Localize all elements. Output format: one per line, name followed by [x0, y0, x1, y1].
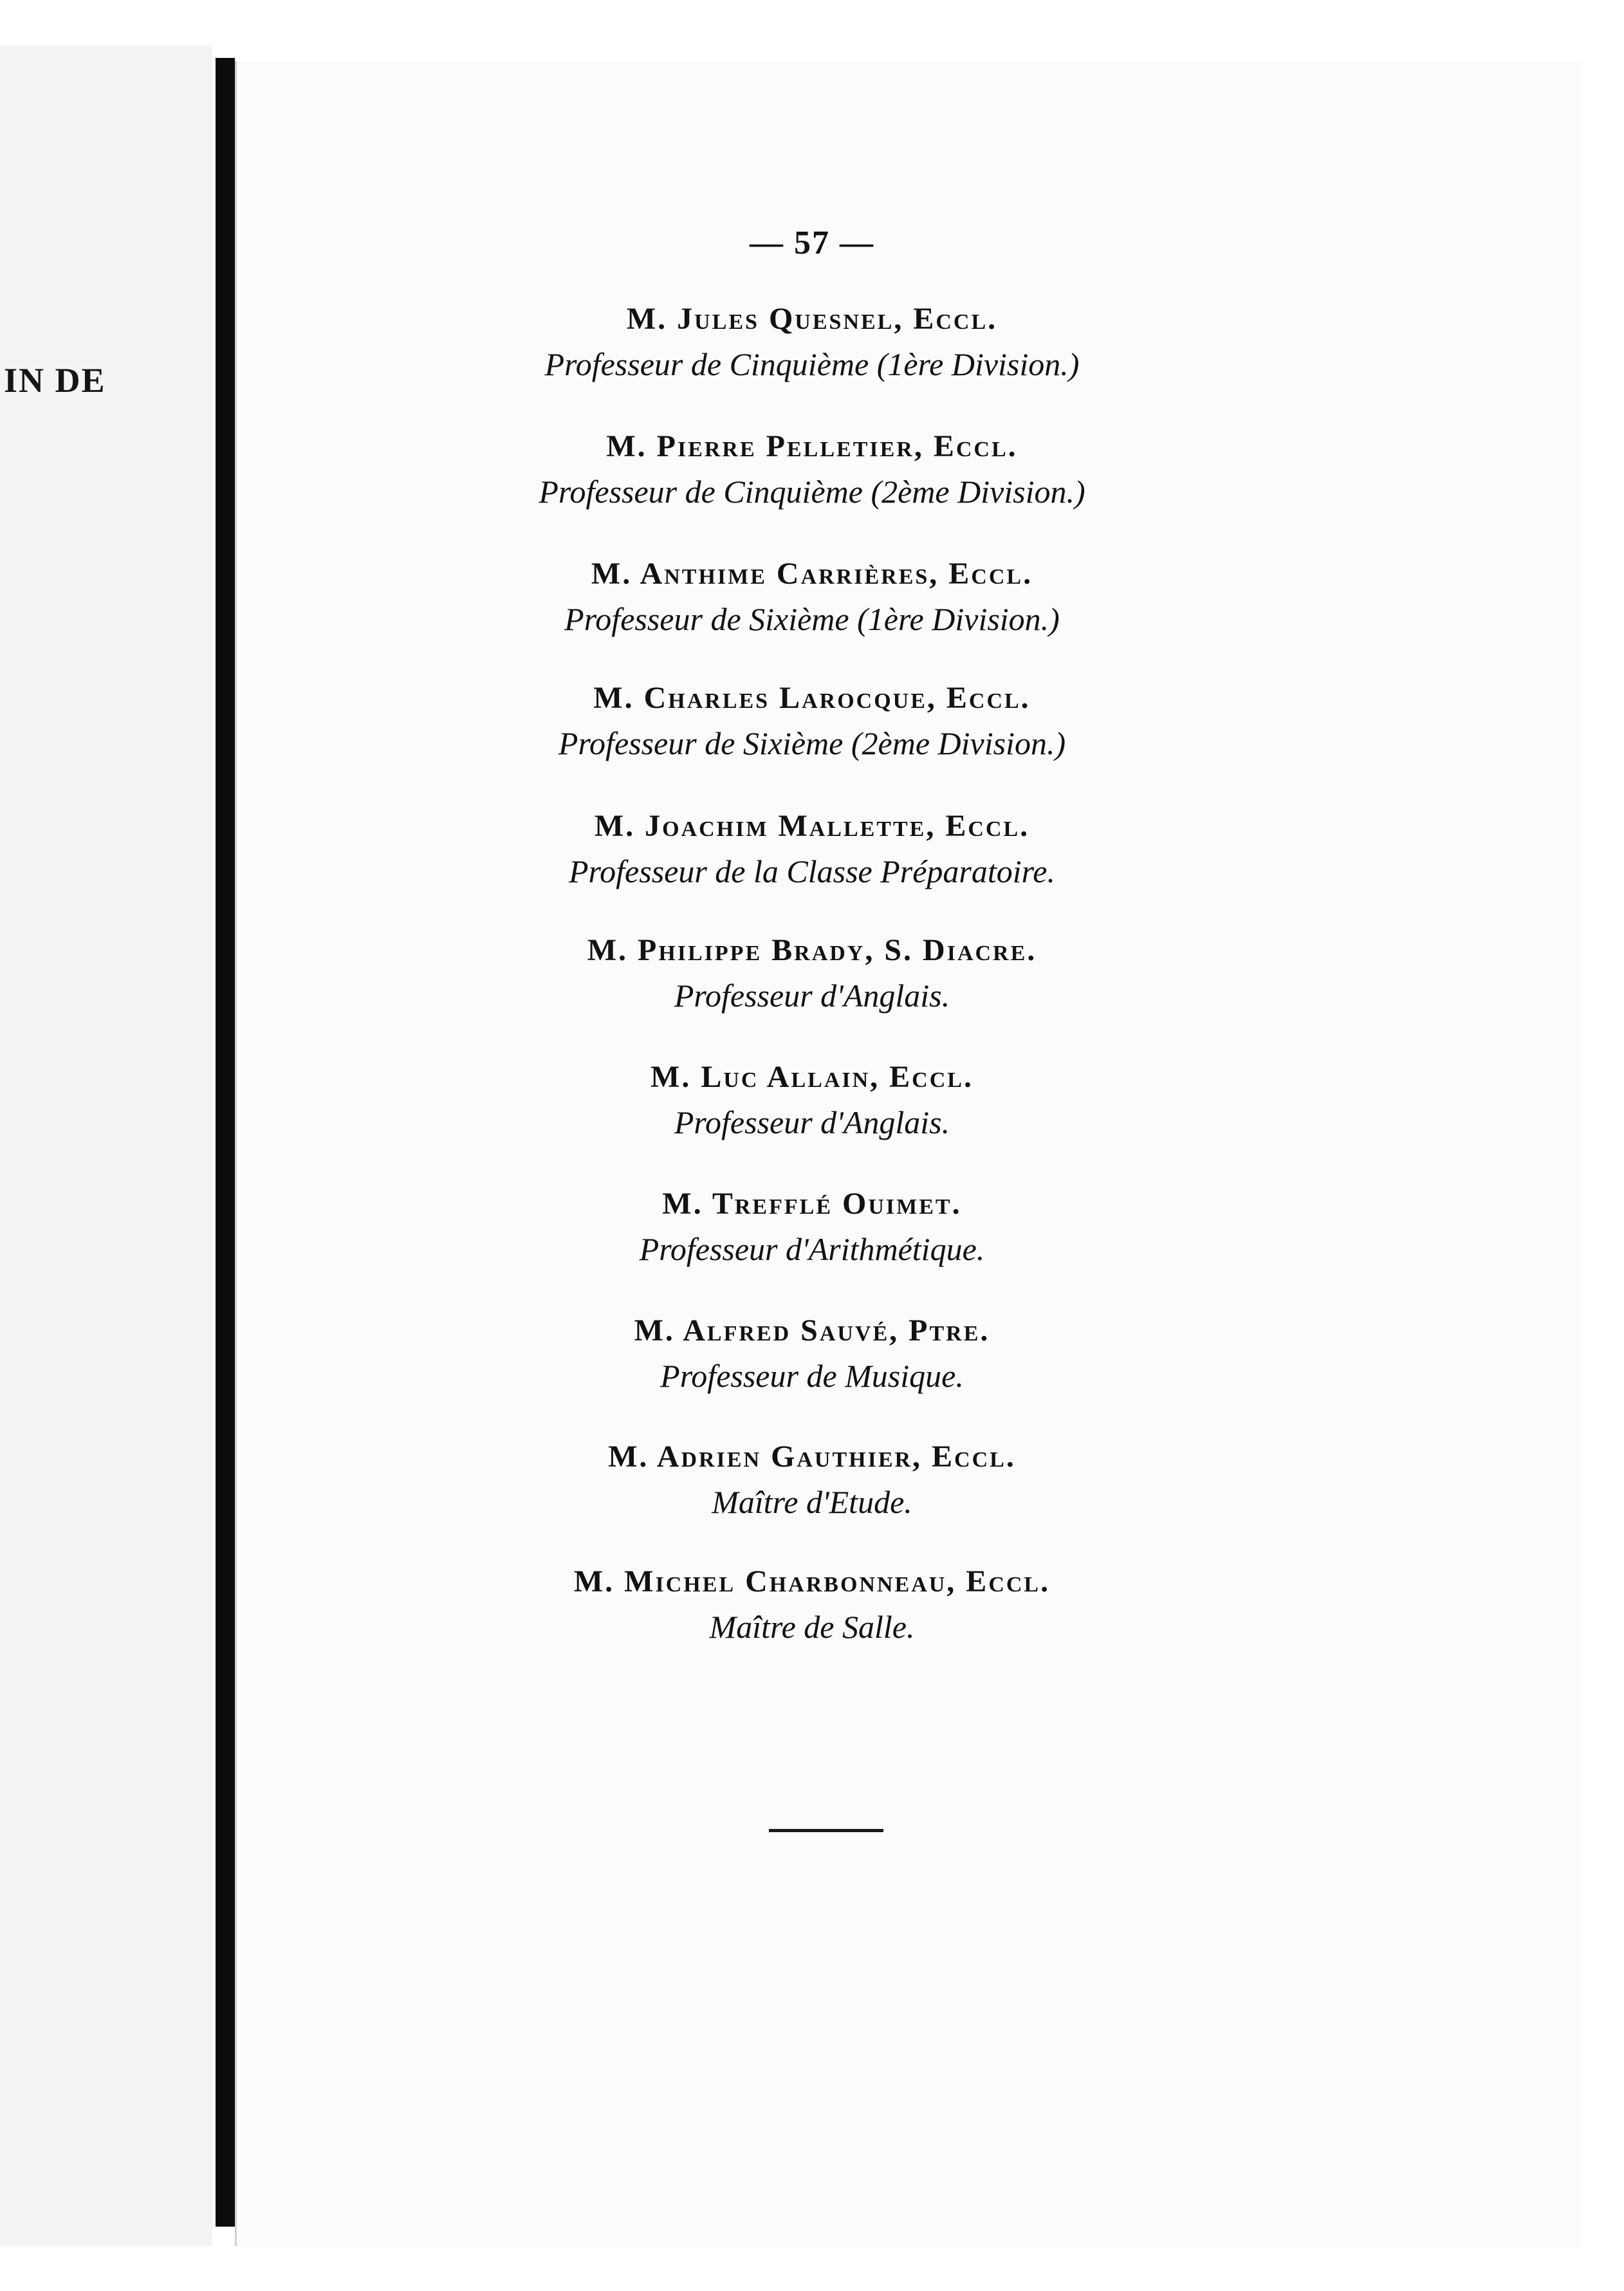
staff-role: Professeur de Sixième (2ème Division.): [558, 725, 1066, 761]
left-page-header-fragment: IN DE: [4, 361, 106, 400]
staff-role: Professeur de Cinquième (1ère Division.): [544, 346, 1080, 382]
staff-entry: [0, 552, 1624, 642]
staff-role: Maître de Salle.: [709, 1609, 915, 1645]
staff-role: Maître d'Etude.: [712, 1484, 912, 1520]
staff-name: M. Trefflé Ouimet.: [662, 1187, 962, 1221]
staff-role: Professeur d'Arithmétique.: [639, 1231, 985, 1267]
staff-entry: [0, 425, 1624, 515]
staff-role: Professeur de Cinquième (2ème Division.): [539, 474, 1085, 510]
staff-name: M. Alfred Sauvé, Ptre.: [634, 1313, 990, 1348]
staff-entry: [0, 1055, 1624, 1146]
closing-rule: [769, 1829, 883, 1832]
staff-entry: [0, 1309, 1624, 1399]
staff-entry: [0, 1560, 1624, 1650]
staff-entry: [0, 1435, 1624, 1525]
staff-name: M. Joachim Mallette, Eccl.: [594, 809, 1030, 843]
page-number: — 57 —: [750, 225, 874, 261]
staff-role: Professeur d'Anglais.: [674, 978, 950, 1014]
staff-entry: [0, 929, 1624, 1019]
staff-entry: [0, 804, 1624, 895]
staff-name: M. Jules Quesnel, Eccl.: [626, 302, 998, 336]
page: [235, 61, 1582, 2246]
staff-role: Professeur de Musique.: [660, 1358, 964, 1394]
staff-name: M. Charles Larocque, Eccl.: [593, 681, 1031, 715]
staff-role: Professeur d'Anglais.: [674, 1104, 950, 1140]
staff-name: M. Luc Allain, Eccl.: [651, 1060, 973, 1094]
staff-name: M. Anthime Carrières, Eccl.: [591, 557, 1033, 591]
staff-role: Professeur de la Classe Préparatoire.: [569, 853, 1055, 889]
staff-role: Professeur de Sixième (1ère Division.): [564, 601, 1060, 637]
staff-name: M. Michel Charbonneau, Eccl.: [573, 1564, 1051, 1599]
staff-entry: [0, 297, 1624, 387]
staff-name: M. Adrien Gauthier, Eccl.: [608, 1440, 1016, 1474]
staff-name: M. Pierre Pelletier, Eccl.: [606, 429, 1018, 463]
staff-entry: [0, 676, 1624, 766]
staff-entry: [0, 1182, 1624, 1272]
staff-name: M. Philippe Brady, S. Diacre.: [587, 933, 1037, 967]
